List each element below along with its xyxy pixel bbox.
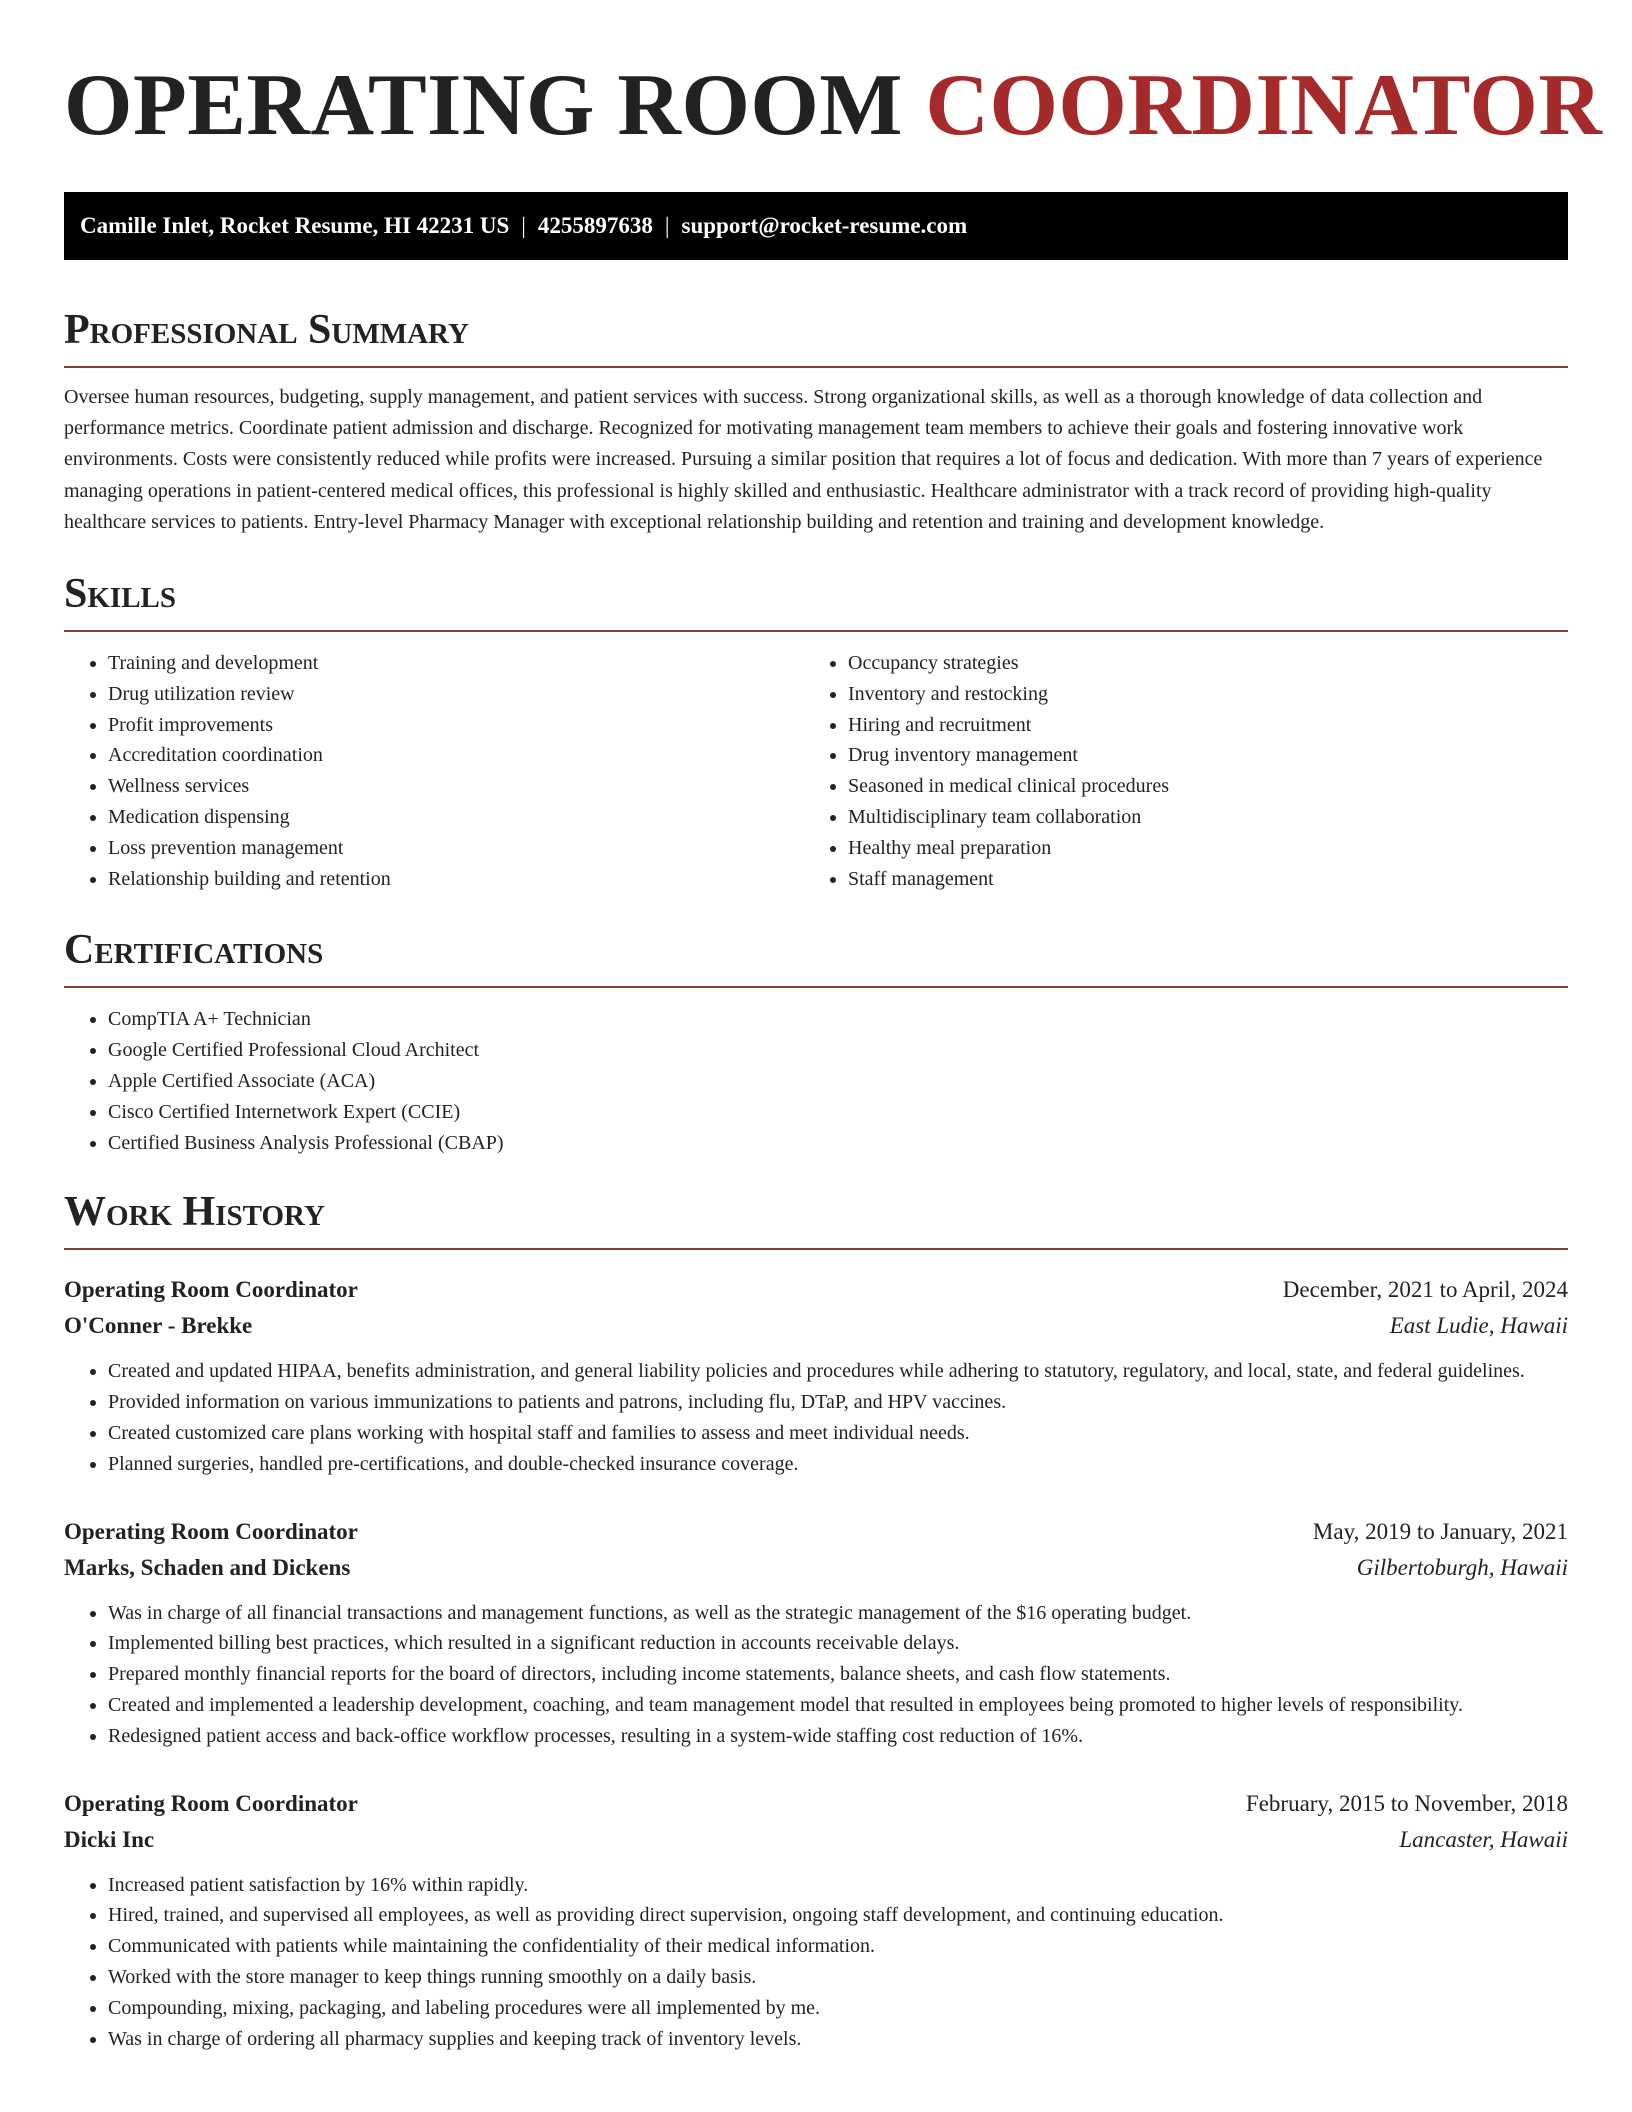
title-accent: COORDINATOR	[925, 57, 1603, 154]
list-item: • Implemented billing best practices, which resulted in a significant reduction in accounts receivable delays.	[108, 1628, 1568, 1659]
list-item: • Hiring and recruitment	[848, 710, 1568, 741]
list-item: • Drug utilization review	[108, 679, 804, 710]
skills-section	[64, 568, 1568, 894]
job-title: Operating Room Coordinator	[64, 1518, 358, 1544]
contact-separator: |	[664, 213, 670, 238]
list-item: • Worked with the store manager to keep things running smoothly on a daily basis.	[108, 1962, 1568, 1993]
section-title: Skills	[64, 568, 1568, 632]
job-company: Dicki Inc	[64, 1826, 155, 1852]
list-item: • Hired, trained, and supervised all employees, as well as providing direct supervision, ongoing staff development, and continuing education.	[108, 1900, 1568, 1931]
summary-section	[64, 304, 1568, 538]
list-item: • Created and updated HIPAA, benefits administration, and general liability policies and procedures while adhering to statutory, regulatory, and local, state, and federal guidelines.	[108, 1356, 1568, 1387]
list-item: • Seasoned in medical clinical procedures	[848, 771, 1568, 802]
section-title: Certifications	[64, 924, 1568, 988]
resume-title	[64, 56, 1603, 156]
summary-text: Oversee human resources, budgeting, supply management, and patient services with success. Strong organizational skills, as well as a thorough knowledge of data collection and performance metrics. Coordinate patient admission and discharge. Recognized for motivating management team members to achieve their goals and fostering innovative work environments. Costs were consistently reduced while profits were increased. Pursuing a similar position that requires a lot of focus and dedication. With more than 7 years of experience managing operations in patient-centered medical offices, this professional is highly skilled and enthusiastic. Healthcare administrator with a track record of providing high-quality healthcare services to patients. Entry-level Pharmacy Manager with exceptional relationship building and retention and training and development knowledge.	[64, 386, 1543, 533]
job-company-row	[64, 1550, 1568, 1586]
job-entry	[64, 1786, 1568, 2055]
job-entry	[64, 1272, 1568, 1479]
certifications-list	[64, 1004, 1568, 1158]
list-item: • Certified Business Analysis Professional (CBAP)	[108, 1128, 1568, 1159]
list-item: • Cisco Certified Internetwork Expert (CCIE)	[108, 1097, 1568, 1128]
list-item: • Planned surgeries, handled pre-certifications, and double-checked insurance coverage.	[108, 1449, 1568, 1480]
list-item: • Was in charge of all financial transactions and management functions, as well as the strategic management of the $16 operating budget.	[108, 1598, 1568, 1629]
job-dates: December, 2021 to April, 2024	[1282, 1277, 1568, 1303]
job-bullets	[64, 1598, 1568, 1752]
list-item: • Profit improvements	[108, 710, 804, 741]
list-item: • Relationship building and retention	[108, 864, 804, 895]
list-item: • Google Certified Professional Cloud Architect	[108, 1035, 1568, 1066]
list-item: • Redesigned patient access and back-office workflow processes, resulting in a system-wide staffing cost reduction of 16%.	[108, 1721, 1568, 1752]
job-header-row	[64, 1786, 1568, 1822]
job-dates: May, 2019 to January, 2021	[1312, 1518, 1568, 1544]
job-bullets	[64, 1870, 1568, 2055]
job-title: Operating Room Coordinator	[64, 1790, 358, 1816]
skills-right-list	[804, 648, 1568, 894]
list-item: • Multidisciplinary team collaboration	[848, 802, 1568, 833]
list-item: • Training and development	[108, 648, 804, 679]
list-item: • Healthy meal preparation	[848, 833, 1568, 864]
list-item: • Created and implemented a leadership development, coaching, and team management model that resulted in employees being promoted to higher levels of responsibility.	[108, 1690, 1568, 1721]
list-item: • Wellness services	[108, 771, 804, 802]
job-header-row	[64, 1514, 1568, 1550]
job-company: O'Conner - Brekke	[64, 1313, 253, 1339]
contact-email: support@rocket-resume.com	[681, 213, 968, 238]
job-bullets	[64, 1356, 1568, 1479]
contact-address: Camille Inlet, Rocket Resume, HI 42231 US	[80, 213, 510, 238]
list-item: • Loss prevention management	[108, 833, 804, 864]
job-location: Lancaster, Hawaii	[1399, 1826, 1568, 1852]
list-item: • Accreditation coordination	[108, 740, 804, 771]
job-title: Operating Room Coordinator	[64, 1277, 358, 1303]
job-header-row	[64, 1272, 1568, 1308]
list-item: • Inventory and restocking	[848, 679, 1568, 710]
job-entry	[64, 1514, 1568, 1752]
skills-grid	[64, 648, 1568, 894]
list-item: • Drug inventory management	[848, 740, 1568, 771]
job-location: East Ludie, Hawaii	[1389, 1313, 1568, 1339]
list-item: • Created customized care plans working with hospital staff and families to assess and meet individual needs.	[108, 1418, 1568, 1449]
list-item: • Staff management	[848, 864, 1568, 895]
job-company: Marks, Schaden and Dickens	[64, 1554, 351, 1580]
job-location: Gilbertoburgh, Hawaii	[1356, 1554, 1568, 1580]
title-main: OPERATING ROOM	[64, 57, 903, 154]
job-dates: February, 2015 to November, 2018	[1245, 1790, 1568, 1816]
list-item: • Was in charge of ordering all pharmacy supplies and keeping track of inventory levels.	[108, 2024, 1568, 2055]
certifications-section	[64, 924, 1568, 1158]
list-item: • Communicated with patients while maintaining the confidentiality of their medical information.	[108, 1931, 1568, 1962]
section-title: Professional Summary	[64, 304, 1568, 368]
list-item: • Medication dispensing	[108, 802, 804, 833]
list-item: • CompTIA A+ Technician	[108, 1004, 1568, 1035]
section-title: Work History	[64, 1186, 1568, 1250]
list-item: • Apple Certified Associate (ACA)	[108, 1066, 1568, 1097]
job-company-row	[64, 1822, 1568, 1858]
list-item: • Provided information on various immunizations to patients and patrons, including flu, DTaP, and HPV vaccines.	[108, 1387, 1568, 1418]
jobs-container	[64, 1272, 1568, 2054]
list-item: • Compounding, mixing, packaging, and labeling procedures were all implemented by me.	[108, 1993, 1568, 2024]
contact-phone: 4255897638	[537, 213, 653, 238]
list-item: • Prepared monthly financial reports for the board of directors, including income statements, balance sheets, and cash flow statements.	[108, 1659, 1568, 1690]
contact-separator: |	[521, 213, 526, 238]
work-history-section	[64, 1186, 1568, 2054]
list-item: • Occupancy strategies	[848, 648, 1568, 679]
skills-left-list	[64, 648, 804, 894]
contact-bar	[64, 192, 1568, 260]
list-item: • Increased patient satisfaction by 16% within rapidly.	[108, 1870, 1568, 1901]
job-company-row	[64, 1308, 1568, 1344]
